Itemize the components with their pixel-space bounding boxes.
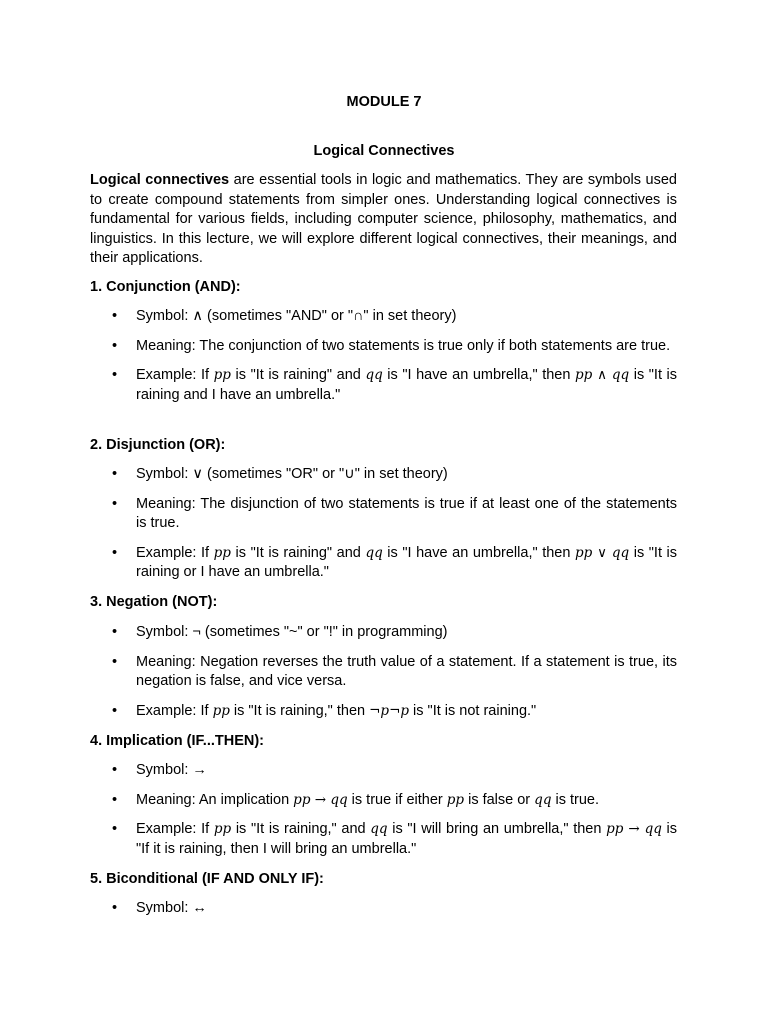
biconditional-list bbox=[90, 899, 677, 929]
math-p: pp bbox=[213, 367, 231, 383]
math-q: qq bbox=[370, 821, 388, 837]
math-expression: ¬p¬p bbox=[369, 702, 410, 719]
example-text: is "If it is raining, then I will bring an umbrella." bbox=[136, 821, 678, 857]
conjunction-meaning: • Meaning: The conjunction of two statements is true only if both statements are true. bbox=[90, 337, 677, 357]
disjunction-heading: 2. Disjunction (OR): bbox=[90, 437, 226, 453]
math-q: qq bbox=[365, 367, 383, 383]
conjunction-symbol: • Symbol: ∧ (sometimes "AND" or "∩" in set theory) bbox=[90, 307, 677, 327]
disjunction-meaning: • Meaning: The disjunction of two statements is true if at least one of the statements is true. bbox=[90, 495, 677, 534]
implication-example bbox=[90, 820, 677, 859]
example-text: is "It is raining," then bbox=[229, 702, 370, 719]
intro-paragraph bbox=[90, 171, 677, 269]
intro-lead: Logical connectives bbox=[90, 172, 230, 188]
example-text: is "I have an umbrella," then bbox=[382, 544, 575, 561]
example-text: Example: If bbox=[136, 821, 214, 837]
example-text: is "It is not raining." bbox=[409, 702, 537, 719]
math-p: pp bbox=[446, 791, 465, 808]
conjunction-list bbox=[90, 307, 677, 415]
example-text: Example: If bbox=[136, 367, 214, 383]
math-p: pp bbox=[213, 544, 231, 561]
meaning-text: Meaning: An implication bbox=[136, 791, 294, 808]
math-q: qq bbox=[534, 791, 552, 808]
conjunction-example bbox=[90, 366, 677, 405]
intro-text: are essential tools in logic and mathematics. They are symbols used to create compound statements from simpler ones. Understanding logical connectives is fundamental for various fields, including computer science, philosophy, mathematics, and linguistics. In this lecture, we will explore different logical connectives, their meanings, and their applications. bbox=[90, 172, 677, 266]
negation-heading: 3. Negation (NOT): bbox=[90, 594, 218, 610]
example-text: Example: If bbox=[136, 544, 214, 561]
example-text: is "It is raining," and bbox=[231, 821, 371, 837]
biconditional-symbol: • Symbol: ↔ bbox=[90, 899, 677, 919]
example-text: is "It is raining and I have an umbrella." bbox=[136, 367, 678, 403]
meaning-text: is true if either bbox=[347, 791, 447, 808]
example-text: Example: If bbox=[136, 702, 213, 719]
disjunction-list bbox=[90, 465, 677, 593]
example-text: is "It is raining" and bbox=[230, 544, 366, 561]
math-q: qq bbox=[365, 544, 383, 561]
negation-list bbox=[90, 623, 677, 731]
implication-heading: 4. Implication (IF...THEN): bbox=[90, 733, 265, 749]
example-text: is "It is raining" and bbox=[230, 367, 366, 383]
implication-list bbox=[90, 761, 677, 869]
math-p: pp bbox=[212, 702, 230, 719]
meaning-text: is false or bbox=[464, 791, 535, 808]
example-text: is "I will bring an umbrella," then bbox=[387, 821, 607, 837]
disjunction-symbol: • Symbol: ∨ (sometimes "OR" or "∪" in set theory) bbox=[90, 465, 677, 485]
math-p: pp bbox=[213, 821, 232, 837]
math-expression: pp ∧ qq bbox=[575, 367, 630, 383]
biconditional-heading: 5. Biconditional (IF AND ONLY IF): bbox=[90, 871, 324, 887]
module-title: MODULE 7 bbox=[346, 94, 422, 110]
implication-symbol: • Symbol: → bbox=[90, 761, 677, 781]
lecture-title: Logical Connectives bbox=[313, 143, 455, 159]
conjunction-heading: 1. Conjunction (AND): bbox=[90, 279, 241, 295]
negation-meaning: • Meaning: Negation reverses the truth value of a statement. If a statement is true, its negation is false, and vice versa. bbox=[90, 653, 677, 692]
disjunction-example bbox=[90, 544, 677, 583]
negation-example bbox=[90, 702, 677, 722]
math-expression: pp → qq bbox=[293, 791, 348, 808]
example-text: is "It is raining or I have an umbrella." bbox=[136, 544, 678, 580]
negation-symbol: • Symbol: ¬ (sometimes "~" or "!" in programming) bbox=[90, 623, 677, 643]
math-expression: pp → qq bbox=[606, 821, 662, 837]
example-text: is "I have an umbrella," then bbox=[382, 367, 575, 383]
math-expression: pp ∨ qq bbox=[575, 544, 630, 561]
implication-meaning bbox=[90, 791, 677, 811]
meaning-text: is true. bbox=[551, 791, 600, 808]
